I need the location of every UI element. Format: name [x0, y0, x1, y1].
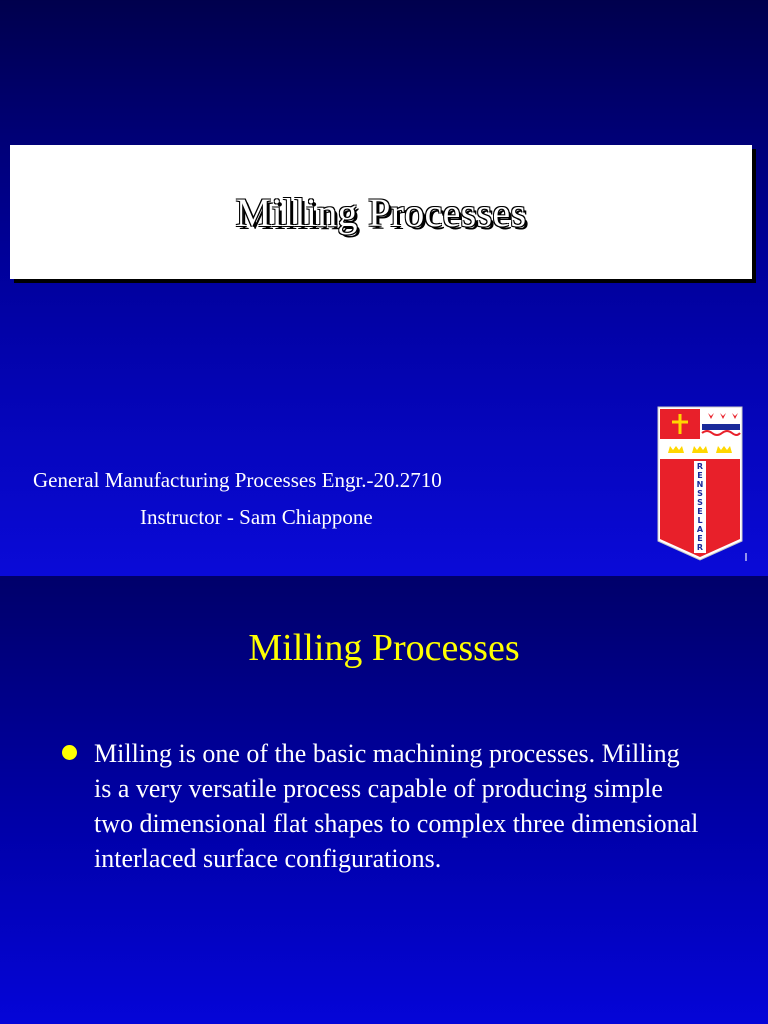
svg-text:A: A	[696, 525, 704, 534]
bullet-item	[62, 736, 702, 876]
svg-text:E: E	[697, 471, 703, 480]
course-name: General Manufacturing Processes Engr.-20.2710	[33, 468, 442, 492]
title-box	[10, 145, 752, 279]
instructor-name: Instructor - Sam Chiappone	[140, 505, 373, 529]
bullet-text: Milling is one of the basic machining processes. Milling is a very versatile process capable of producing simple two dimensional flat shapes to complex three dimensional interlaced surface configurations.	[94, 739, 699, 873]
svg-text:R: R	[696, 462, 704, 471]
slide-title: Milling Processes	[235, 189, 527, 235]
content-slide	[0, 576, 768, 1024]
svg-text:S: S	[697, 498, 703, 507]
page-mark: I	[744, 551, 748, 564]
svg-text:L: L	[697, 516, 703, 525]
rensselaer-crest-logo	[654, 405, 750, 565]
svg-text:E: E	[697, 507, 703, 516]
svg-text:E: E	[697, 534, 703, 543]
svg-text:N: N	[696, 480, 704, 489]
svg-text:S: S	[697, 489, 703, 498]
bullet-dot-icon	[62, 745, 77, 760]
svg-text:R: R	[696, 543, 704, 552]
slide-title: Milling Processes	[248, 627, 520, 669]
